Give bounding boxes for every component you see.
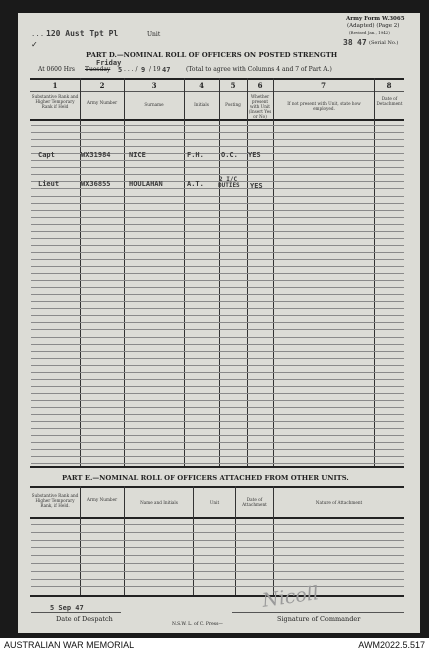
column-header: Date of Detachment <box>376 96 403 106</box>
serial-label: (Serial No.) <box>369 40 399 46</box>
form-label: Army Form W.3065 <box>346 16 405 22</box>
row-rank: Capt <box>38 151 55 159</box>
ruled-line <box>31 174 404 175</box>
column-number-rule <box>30 91 404 92</box>
date-month: 9 <box>141 66 146 74</box>
column-number: 5 <box>230 81 236 90</box>
row-army-number: WX31984 <box>81 151 111 159</box>
ruled-line <box>31 540 404 541</box>
ruled-line <box>31 217 404 218</box>
ruled-line <box>31 252 404 253</box>
part-e-title: PART E.—NOMINAL ROLL OF OFFICERS ATTACHED FROM OTHER UNITS. <box>62 474 349 482</box>
ruled-line <box>31 146 404 147</box>
ruled-line <box>31 132 404 133</box>
column-number: 6 <box>257 81 263 90</box>
column-header: Army Number <box>86 100 118 105</box>
ruled-line <box>31 280 404 281</box>
caption-bar <box>0 638 429 653</box>
column-number: 1 <box>52 81 58 90</box>
part-d-title: PART D.—NOMINAL ROLL OF OFFICERS ON POSTED STRENGTH <box>86 51 338 59</box>
adapted-label: (Adapted) (Page 2) <box>347 23 400 29</box>
row-present: YES <box>250 182 263 190</box>
ruled-line <box>31 167 404 168</box>
column-header: Substantive Rank and Higher Temporary Rank if Held <box>31 94 79 109</box>
row-initials: A.T. <box>187 180 204 188</box>
ruled-line <box>31 259 404 260</box>
ruled-line <box>31 386 404 387</box>
ruled-line <box>31 238 404 239</box>
ruled-line <box>31 224 404 225</box>
row-surname: NICE <box>129 151 146 159</box>
ruled-line <box>31 428 404 429</box>
serial-suffix-typed: 47 <box>357 38 367 47</box>
row-rank: Lieut <box>38 180 60 188</box>
ruled-line <box>31 463 404 464</box>
ruled-line <box>31 315 404 316</box>
despatch-underline <box>31 612 121 613</box>
part-e-top-rule <box>30 486 404 488</box>
serial-number-typed: 38 <box>343 38 353 47</box>
ruled-line <box>31 421 404 422</box>
ruled-line <box>31 586 404 587</box>
ruled-line <box>31 442 404 443</box>
part-e-bottom-rule <box>30 595 404 597</box>
revised-label: (Revised Jan., 1942) <box>349 30 390 35</box>
ruled-line <box>31 160 404 161</box>
column-header: Posting <box>225 102 241 107</box>
ruled-line <box>31 344 404 345</box>
signature-underline <box>232 612 404 613</box>
ruled-line <box>31 532 404 533</box>
row-surname: HOULAHAN <box>129 180 163 188</box>
ruled-line <box>31 435 404 436</box>
row-initials: F.H. <box>187 151 204 159</box>
column-number: 4 <box>199 81 204 90</box>
column-number: 7 <box>321 81 326 90</box>
ruled-line <box>31 245 404 246</box>
header-bottom-rule <box>30 119 404 121</box>
column-header: Nature of Attachment <box>315 500 363 505</box>
date-year-prefix: / 19 <box>149 66 161 73</box>
row-army-number: WX36855 <box>81 180 111 188</box>
unit-dots: . . . <box>32 30 44 38</box>
ruled-line <box>31 365 404 366</box>
part-d-bottom-rule <box>30 466 404 468</box>
ruled-line <box>31 555 404 556</box>
ruled-line <box>31 449 404 450</box>
ruled-line <box>31 273 404 274</box>
ruled-line <box>31 196 404 197</box>
ruled-line <box>31 322 404 323</box>
ruled-line <box>31 308 404 309</box>
ruled-line <box>31 571 404 572</box>
ruled-line <box>31 579 404 580</box>
ruled-line <box>31 358 404 359</box>
ruled-line <box>31 547 404 548</box>
footer-accession-number: AWM2022.5.517 <box>358 640 425 650</box>
ruled-line <box>31 301 404 302</box>
column-header: If not present with Unit, state how employed. <box>287 101 361 111</box>
ruled-line <box>31 329 404 330</box>
date-year: 47 <box>162 66 171 74</box>
printer-imprint: N.S.W. L. of C. Press— <box>172 622 223 627</box>
date-day: 5 <box>118 66 123 74</box>
ruled-line <box>31 393 404 394</box>
ruled-line <box>31 372 404 373</box>
ruled-line <box>31 210 404 211</box>
row-posting-overtype: DUTIES <box>218 182 240 189</box>
despatch-date-typed: 5 Sep 47 <box>50 604 84 612</box>
ruled-line <box>31 379 404 380</box>
column-header: Whether present with Unit (Insert Yes or No) <box>248 94 272 119</box>
column-number: 8 <box>386 81 392 90</box>
row-present: YES <box>248 151 261 159</box>
row-posting: O.C. <box>221 151 238 159</box>
date-suffix: (Total to agree with Columns 4 and 7 of Part A.) <box>186 66 332 73</box>
ruled-line <box>31 294 404 295</box>
date-slash-1: . . . / <box>124 66 138 73</box>
day-typed: Friday <box>96 59 122 67</box>
struck-day: Tuesday <box>85 66 111 73</box>
margin-mark: ✓ <box>31 40 38 49</box>
footer-institution: AUSTRALIAN WAR MEMORIAL <box>4 640 135 650</box>
commander-signature: Nicoll <box>260 582 321 612</box>
ruled-line <box>31 266 404 267</box>
column-header: Initials <box>194 102 209 107</box>
ruled-line <box>31 563 404 564</box>
ruled-line <box>31 231 404 232</box>
unit-label: Unit <box>147 31 161 38</box>
date-prefix: At 0600 Hrs <box>38 66 75 73</box>
column-header: Army Number <box>86 497 118 502</box>
ruled-line <box>31 400 404 401</box>
ruled-line <box>31 287 404 288</box>
column-header: Unit <box>209 500 220 505</box>
ruled-line <box>31 524 404 525</box>
column-number: 3 <box>151 81 157 90</box>
column-header: Surname <box>144 102 164 107</box>
ruled-line <box>31 337 404 338</box>
despatch-label: Date of Despatch <box>56 615 113 623</box>
ruled-line <box>31 125 404 126</box>
ruled-line <box>31 139 404 140</box>
ruled-line <box>31 351 404 352</box>
ruled-line <box>31 203 404 204</box>
ruled-line <box>31 407 404 408</box>
column-number: 2 <box>99 81 105 90</box>
part-e-header-rule <box>30 517 404 519</box>
unit-typed: 120 Aust Tpt Pl <box>46 29 119 38</box>
ruled-line <box>31 414 404 415</box>
signature-label: Signature of Commander <box>277 615 361 623</box>
row-posting: 2 I/C <box>219 176 238 183</box>
column-header: Date of Attachment <box>242 497 267 507</box>
ruled-line <box>31 456 404 457</box>
column-header: Substantive Rank and Higher Temporary Rank, if Held. <box>31 493 79 508</box>
table-top-rule <box>30 78 404 80</box>
column-header: Name and Initials <box>140 500 178 505</box>
